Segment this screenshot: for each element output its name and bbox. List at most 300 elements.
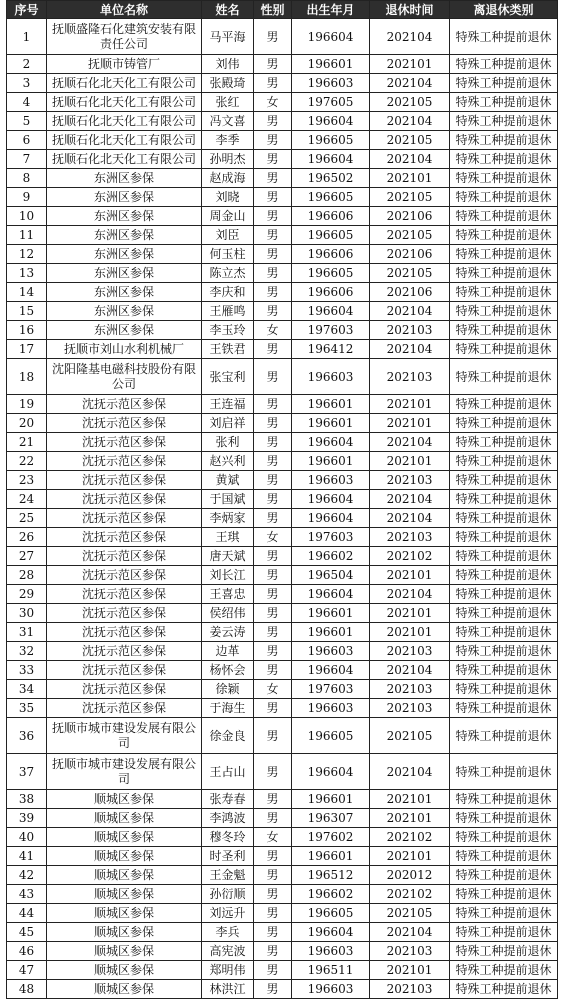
table-row [7, 942, 558, 961]
header-category: 离退休类别 [450, 1, 558, 19]
cell-unit: 沈阳隆基电磁科技股份有限公司 [47, 359, 202, 395]
cell-category: 特殊工种提前退休 [450, 585, 558, 604]
cell-birth: 196307 [292, 809, 370, 828]
cell-retire: 202104 [370, 433, 450, 452]
cell-birth: 196605 [292, 264, 370, 283]
cell-unit: 沈抚示范区参保 [47, 528, 202, 547]
table-row [7, 283, 558, 302]
cell-name: 王琪 [202, 528, 254, 547]
cell-seq: 23 [7, 471, 47, 490]
cell-birth: 197603 [292, 321, 370, 340]
cell-seq: 12 [7, 245, 47, 264]
cell-seq: 21 [7, 433, 47, 452]
cell-unit: 顺城区参保 [47, 961, 202, 980]
cell-category: 特殊工种提前退休 [450, 19, 558, 55]
cell-seq: 8 [7, 169, 47, 188]
cell-birth: 196604 [292, 754, 370, 790]
cell-category: 特殊工种提前退休 [450, 414, 558, 433]
cell-birth: 197603 [292, 680, 370, 699]
table-row [7, 112, 558, 131]
table-row [7, 980, 558, 999]
cell-name: 王连福 [202, 395, 254, 414]
table-row [7, 414, 558, 433]
cell-name: 赵兴利 [202, 452, 254, 471]
cell-category: 特殊工种提前退休 [450, 188, 558, 207]
cell-birth: 196502 [292, 169, 370, 188]
cell-retire: 202104 [370, 74, 450, 93]
cell-unit: 沈抚示范区参保 [47, 699, 202, 718]
cell-unit: 沈抚示范区参保 [47, 604, 202, 623]
cell-category: 特殊工种提前退休 [450, 885, 558, 904]
cell-category: 特殊工种提前退休 [450, 809, 558, 828]
cell-name: 徐金良 [202, 718, 254, 754]
cell-gender: 男 [254, 490, 292, 509]
cell-name: 刘伟 [202, 55, 254, 74]
cell-birth: 196604 [292, 585, 370, 604]
cell-seq: 10 [7, 207, 47, 226]
cell-retire: 202103 [370, 528, 450, 547]
cell-seq: 5 [7, 112, 47, 131]
cell-retire: 202105 [370, 718, 450, 754]
cell-unit: 抚顺石化北天化工有限公司 [47, 112, 202, 131]
header-birth: 出生年月 [292, 1, 370, 19]
table-row [7, 490, 558, 509]
table-row [7, 471, 558, 490]
cell-category: 特殊工种提前退休 [450, 150, 558, 169]
cell-name: 边革 [202, 642, 254, 661]
cell-gender: 男 [254, 55, 292, 74]
cell-gender: 男 [254, 961, 292, 980]
cell-unit: 沈抚示范区参保 [47, 490, 202, 509]
cell-seq: 29 [7, 585, 47, 604]
cell-category: 特殊工种提前退休 [450, 828, 558, 847]
cell-name: 李庆和 [202, 283, 254, 302]
cell-unit: 沈抚示范区参保 [47, 509, 202, 528]
table-row [7, 150, 558, 169]
cell-category: 特殊工种提前退休 [450, 359, 558, 395]
cell-name: 姜云涛 [202, 623, 254, 642]
table-row [7, 790, 558, 809]
cell-gender: 男 [254, 359, 292, 395]
cell-gender: 男 [254, 623, 292, 642]
cell-birth: 196602 [292, 547, 370, 566]
cell-name: 何玉柱 [202, 245, 254, 264]
cell-name: 李玉玲 [202, 321, 254, 340]
cell-retire: 202103 [370, 321, 450, 340]
cell-birth: 196601 [292, 790, 370, 809]
table-body [7, 19, 558, 999]
table-row [7, 340, 558, 359]
cell-birth: 196601 [292, 395, 370, 414]
cell-birth: 196604 [292, 509, 370, 528]
table-row [7, 169, 558, 188]
cell-unit: 顺城区参保 [47, 942, 202, 961]
cell-retire: 202104 [370, 302, 450, 321]
cell-unit: 沈抚示范区参保 [47, 547, 202, 566]
cell-gender: 女 [254, 828, 292, 847]
table-row [7, 923, 558, 942]
cell-birth: 196601 [292, 55, 370, 74]
cell-seq: 6 [7, 131, 47, 150]
cell-gender: 男 [254, 847, 292, 866]
cell-category: 特殊工种提前退休 [450, 661, 558, 680]
cell-seq: 3 [7, 74, 47, 93]
cell-category: 特殊工种提前退休 [450, 395, 558, 414]
cell-retire: 202103 [370, 359, 450, 395]
cell-seq: 17 [7, 340, 47, 359]
cell-seq: 48 [7, 980, 47, 999]
cell-gender: 男 [254, 566, 292, 585]
cell-category: 特殊工种提前退休 [450, 923, 558, 942]
cell-seq: 27 [7, 547, 47, 566]
cell-gender: 女 [254, 93, 292, 112]
cell-category: 特殊工种提前退休 [450, 207, 558, 226]
table-row [7, 699, 558, 718]
cell-birth: 196604 [292, 150, 370, 169]
cell-name: 张红 [202, 93, 254, 112]
cell-category: 特殊工种提前退休 [450, 942, 558, 961]
cell-gender: 女 [254, 528, 292, 547]
cell-category: 特殊工种提前退休 [450, 131, 558, 150]
cell-retire: 202101 [370, 961, 450, 980]
cell-retire: 202101 [370, 847, 450, 866]
cell-gender: 女 [254, 321, 292, 340]
cell-retire: 202101 [370, 623, 450, 642]
cell-gender: 男 [254, 340, 292, 359]
cell-retire: 202104 [370, 585, 450, 604]
cell-unit: 东洲区参保 [47, 302, 202, 321]
cell-gender: 男 [254, 904, 292, 923]
cell-birth: 196605 [292, 226, 370, 245]
cell-name: 张寿春 [202, 790, 254, 809]
cell-gender: 男 [254, 604, 292, 623]
cell-category: 特殊工种提前退休 [450, 471, 558, 490]
cell-birth: 196603 [292, 471, 370, 490]
cell-category: 特殊工种提前退休 [450, 55, 558, 74]
cell-seq: 25 [7, 509, 47, 528]
table-row [7, 74, 558, 93]
cell-birth: 196605 [292, 718, 370, 754]
table-row [7, 680, 558, 699]
cell-retire: 202104 [370, 150, 450, 169]
cell-category: 特殊工种提前退休 [450, 547, 558, 566]
cell-birth: 196603 [292, 642, 370, 661]
table-row [7, 264, 558, 283]
cell-gender: 男 [254, 509, 292, 528]
cell-seq: 43 [7, 885, 47, 904]
cell-unit: 顺城区参保 [47, 866, 202, 885]
cell-category: 特殊工种提前退休 [450, 490, 558, 509]
cell-gender: 男 [254, 942, 292, 961]
cell-retire: 202101 [370, 809, 450, 828]
cell-retire: 202106 [370, 245, 450, 264]
cell-retire: 202012 [370, 866, 450, 885]
cell-seq: 18 [7, 359, 47, 395]
table-row [7, 55, 558, 74]
cell-seq: 33 [7, 661, 47, 680]
cell-gender: 男 [254, 188, 292, 207]
cell-gender: 男 [254, 809, 292, 828]
cell-birth: 196412 [292, 340, 370, 359]
table-row [7, 528, 558, 547]
cell-seq: 42 [7, 866, 47, 885]
cell-category: 特殊工种提前退休 [450, 718, 558, 754]
cell-seq: 34 [7, 680, 47, 699]
cell-gender: 男 [254, 885, 292, 904]
cell-gender: 男 [254, 642, 292, 661]
cell-gender: 男 [254, 414, 292, 433]
cell-retire: 202102 [370, 885, 450, 904]
cell-unit: 沈抚示范区参保 [47, 642, 202, 661]
cell-category: 特殊工种提前退休 [450, 961, 558, 980]
cell-unit: 顺城区参保 [47, 923, 202, 942]
cell-category: 特殊工种提前退休 [450, 302, 558, 321]
cell-unit: 顺城区参保 [47, 885, 202, 904]
cell-unit: 顺城区参保 [47, 980, 202, 999]
cell-name: 高宪波 [202, 942, 254, 961]
cell-retire: 202105 [370, 226, 450, 245]
cell-name: 唐天斌 [202, 547, 254, 566]
cell-birth: 196605 [292, 904, 370, 923]
cell-retire: 202101 [370, 790, 450, 809]
table-row [7, 623, 558, 642]
cell-category: 特殊工种提前退休 [450, 452, 558, 471]
cell-retire: 202104 [370, 490, 450, 509]
table-row [7, 433, 558, 452]
cell-unit: 顺城区参保 [47, 809, 202, 828]
cell-unit: 沈抚示范区参保 [47, 414, 202, 433]
cell-gender: 男 [254, 661, 292, 680]
cell-birth: 196604 [292, 923, 370, 942]
cell-gender: 男 [254, 112, 292, 131]
cell-seq: 26 [7, 528, 47, 547]
cell-category: 特殊工种提前退休 [450, 980, 558, 999]
cell-birth: 196604 [292, 19, 370, 55]
cell-gender: 男 [254, 302, 292, 321]
cell-unit: 东洲区参保 [47, 188, 202, 207]
cell-category: 特殊工种提前退休 [450, 74, 558, 93]
cell-seq: 24 [7, 490, 47, 509]
cell-unit: 沈抚示范区参保 [47, 395, 202, 414]
cell-unit: 抚顺石化北天化工有限公司 [47, 93, 202, 112]
cell-retire: 202104 [370, 754, 450, 790]
table-row [7, 866, 558, 885]
cell-seq: 1 [7, 19, 47, 55]
cell-seq: 16 [7, 321, 47, 340]
table-row [7, 809, 558, 828]
cell-unit: 东洲区参保 [47, 283, 202, 302]
cell-name: 王占山 [202, 754, 254, 790]
cell-unit: 顺城区参保 [47, 828, 202, 847]
table-row [7, 642, 558, 661]
cell-birth: 196602 [292, 885, 370, 904]
cell-category: 特殊工种提前退休 [450, 847, 558, 866]
cell-gender: 男 [254, 585, 292, 604]
cell-unit: 沈抚示范区参保 [47, 566, 202, 585]
cell-gender: 男 [254, 19, 292, 55]
cell-name: 王金魁 [202, 866, 254, 885]
table-row [7, 188, 558, 207]
cell-name: 王喜忠 [202, 585, 254, 604]
cell-name: 张利 [202, 433, 254, 452]
cell-seq: 30 [7, 604, 47, 623]
cell-unit: 顺城区参保 [47, 904, 202, 923]
cell-seq: 46 [7, 942, 47, 961]
table-row [7, 604, 558, 623]
cell-unit: 沈抚示范区参保 [47, 623, 202, 642]
cell-unit: 顺城区参保 [47, 847, 202, 866]
cell-birth: 196603 [292, 699, 370, 718]
cell-birth: 196604 [292, 302, 370, 321]
cell-category: 特殊工种提前退休 [450, 321, 558, 340]
table-row [7, 509, 558, 528]
cell-seq: 47 [7, 961, 47, 980]
cell-retire: 202104 [370, 340, 450, 359]
cell-birth: 196601 [292, 847, 370, 866]
cell-category: 特殊工种提前退休 [450, 169, 558, 188]
cell-category: 特殊工种提前退休 [450, 642, 558, 661]
cell-category: 特殊工种提前退休 [450, 566, 558, 585]
cell-retire: 202101 [370, 414, 450, 433]
cell-seq: 11 [7, 226, 47, 245]
cell-birth: 196605 [292, 131, 370, 150]
cell-birth: 196603 [292, 74, 370, 93]
table-row [7, 904, 558, 923]
cell-birth: 196604 [292, 661, 370, 680]
cell-name: 郑明伟 [202, 961, 254, 980]
cell-category: 特殊工种提前退休 [450, 283, 558, 302]
cell-name: 陈立杰 [202, 264, 254, 283]
cell-seq: 15 [7, 302, 47, 321]
cell-seq: 28 [7, 566, 47, 585]
cell-unit: 东洲区参保 [47, 264, 202, 283]
cell-unit: 抚顺石化北天化工有限公司 [47, 74, 202, 93]
cell-gender: 男 [254, 790, 292, 809]
cell-unit: 抚顺石化北天化工有限公司 [47, 131, 202, 150]
cell-birth: 196512 [292, 866, 370, 885]
cell-seq: 14 [7, 283, 47, 302]
cell-retire: 202102 [370, 828, 450, 847]
cell-retire: 202101 [370, 395, 450, 414]
cell-unit: 抚顺市刘山水利机械厂 [47, 340, 202, 359]
cell-category: 特殊工种提前退休 [450, 623, 558, 642]
cell-gender: 男 [254, 207, 292, 226]
table-row [7, 226, 558, 245]
cell-gender: 男 [254, 452, 292, 471]
cell-seq: 13 [7, 264, 47, 283]
cell-category: 特殊工种提前退休 [450, 904, 558, 923]
cell-birth: 196604 [292, 490, 370, 509]
table-row [7, 566, 558, 585]
cell-category: 特殊工种提前退休 [450, 604, 558, 623]
cell-gender: 男 [254, 754, 292, 790]
cell-gender: 男 [254, 395, 292, 414]
cell-birth: 196603 [292, 942, 370, 961]
cell-gender: 男 [254, 471, 292, 490]
cell-name: 穆冬玲 [202, 828, 254, 847]
cell-gender: 男 [254, 718, 292, 754]
cell-birth: 196511 [292, 961, 370, 980]
cell-gender: 男 [254, 433, 292, 452]
cell-name: 刘远升 [202, 904, 254, 923]
cell-seq: 37 [7, 754, 47, 790]
cell-name: 于海生 [202, 699, 254, 718]
cell-gender: 男 [254, 547, 292, 566]
cell-name: 张宝利 [202, 359, 254, 395]
cell-name: 刘长江 [202, 566, 254, 585]
cell-birth: 197602 [292, 828, 370, 847]
cell-name: 马平海 [202, 19, 254, 55]
cell-retire: 202105 [370, 93, 450, 112]
cell-category: 特殊工种提前退休 [450, 112, 558, 131]
cell-category: 特殊工种提前退休 [450, 93, 558, 112]
cell-unit: 抚顺盛隆石化建筑安装有限责任公司 [47, 19, 202, 55]
cell-seq: 41 [7, 847, 47, 866]
table-row [7, 661, 558, 680]
header-unit: 单位名称 [47, 1, 202, 19]
cell-retire: 202104 [370, 923, 450, 942]
cell-category: 特殊工种提前退休 [450, 528, 558, 547]
cell-birth: 197603 [292, 528, 370, 547]
cell-category: 特殊工种提前退休 [450, 754, 558, 790]
cell-category: 特殊工种提前退休 [450, 509, 558, 528]
cell-seq: 32 [7, 642, 47, 661]
cell-seq: 45 [7, 923, 47, 942]
cell-name: 黄斌 [202, 471, 254, 490]
cell-gender: 男 [254, 264, 292, 283]
cell-unit: 沈抚示范区参保 [47, 585, 202, 604]
cell-unit: 沈抚示范区参保 [47, 661, 202, 680]
cell-retire: 202101 [370, 169, 450, 188]
table-row [7, 321, 558, 340]
cell-name: 刘臣 [202, 226, 254, 245]
cell-retire: 202101 [370, 604, 450, 623]
cell-birth: 196605 [292, 188, 370, 207]
cell-retire: 202105 [370, 904, 450, 923]
table-row [7, 754, 558, 790]
cell-birth: 196601 [292, 623, 370, 642]
cell-gender: 男 [254, 150, 292, 169]
cell-seq: 4 [7, 93, 47, 112]
cell-category: 特殊工种提前退休 [450, 433, 558, 452]
table-row [7, 359, 558, 395]
cell-seq: 22 [7, 452, 47, 471]
cell-name: 李鸿波 [202, 809, 254, 828]
cell-category: 特殊工种提前退休 [450, 790, 558, 809]
cell-gender: 男 [254, 980, 292, 999]
cell-birth: 196603 [292, 980, 370, 999]
cell-unit: 沈抚示范区参保 [47, 471, 202, 490]
cell-name: 周金山 [202, 207, 254, 226]
cell-unit: 抚顺市城市建设发展有限公司 [47, 754, 202, 790]
cell-birth: 196601 [292, 452, 370, 471]
table-row [7, 718, 558, 754]
cell-name: 王雁鸣 [202, 302, 254, 321]
cell-name: 李兵 [202, 923, 254, 942]
header-row [7, 1, 558, 19]
cell-unit: 东洲区参保 [47, 207, 202, 226]
cell-retire: 202105 [370, 188, 450, 207]
cell-unit: 东洲区参保 [47, 169, 202, 188]
cell-retire: 202101 [370, 566, 450, 585]
cell-seq: 40 [7, 828, 47, 847]
cell-name: 王铁君 [202, 340, 254, 359]
cell-category: 特殊工种提前退休 [450, 680, 558, 699]
cell-retire: 202102 [370, 547, 450, 566]
cell-category: 特殊工种提前退休 [450, 245, 558, 264]
cell-gender: 男 [254, 245, 292, 264]
cell-name: 李季 [202, 131, 254, 150]
